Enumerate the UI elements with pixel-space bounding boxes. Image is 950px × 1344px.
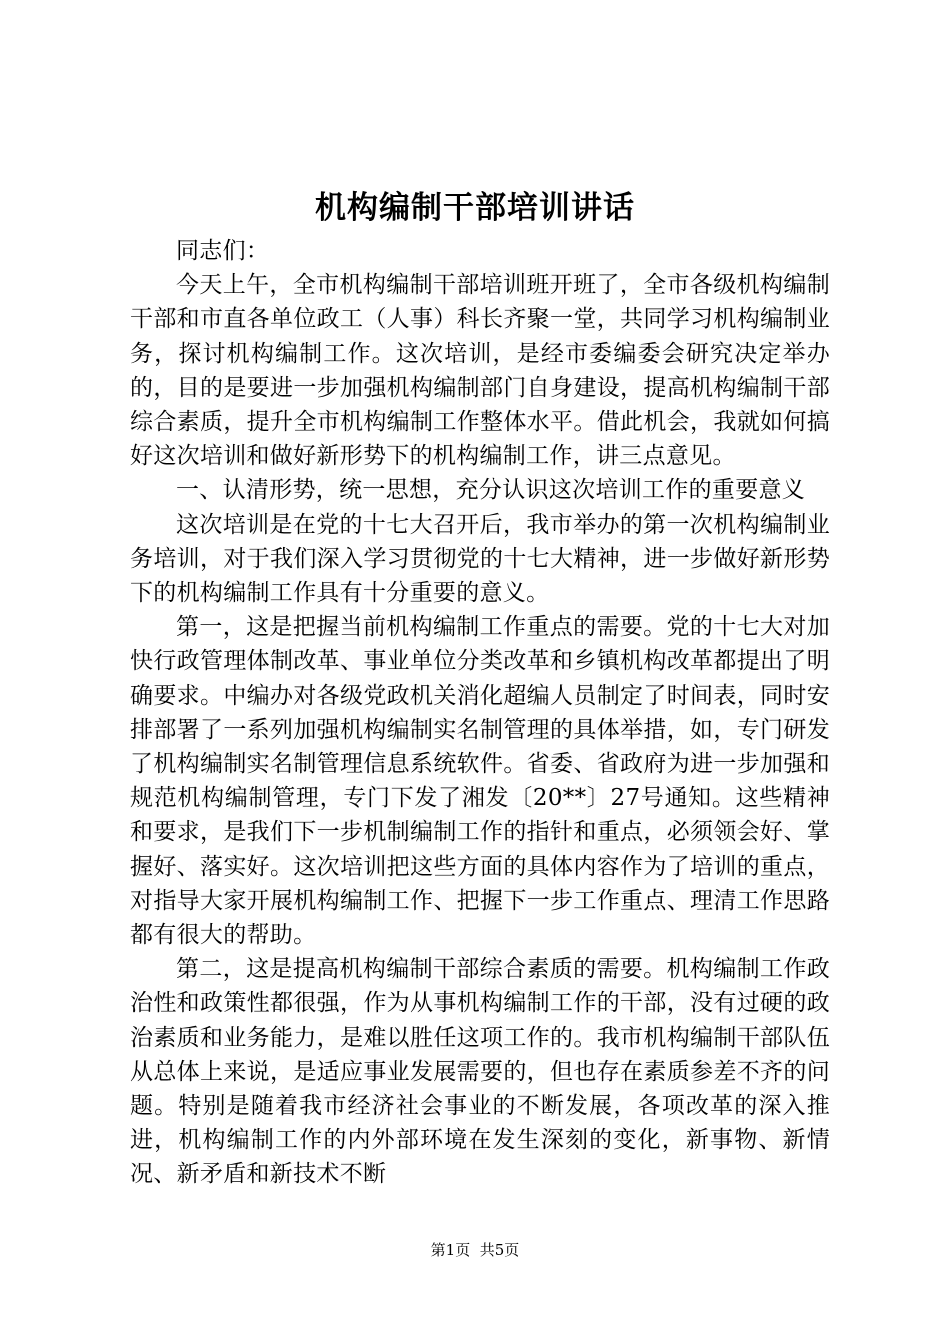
page-number: 第1页 — [430, 1241, 471, 1259]
body-paragraph: 第一，这是把握当前机构编制工作重点的需要。党的十七大对加快行政管理体制改革、事业单位分类改革和乡镇机构改革都提出了明确要求。中编办对各级党政机关消化超编人员制定了时间表，同时安排部署了一系列加强机构编制实名制管理的具体举措，如，专门研发了机构编制实名制管理信息系统软件。省委、省政府为进一步加强和规范机构编制管理，专门下发了湘发〔20**〕27号通知。这些精神和要求，是我们下一步机制编制工作的指针和重点，必须领会好、掌握好、落实好。这次培训把这些方面的具体内容作为了培训的重点，对指导大家开展机构编制工作、把握下一步工作重点、理清工作思路都有很大的帮助。 — [130, 614, 830, 949]
page-footer — [0, 1240, 950, 1260]
document-body — [130, 234, 830, 1192]
intro-paragraph: 今天上午，全市机构编制干部培训班开班了，全市各级机构编制干部和市直各单位政工（人事）科长齐聚一堂，共同学习机构编制业务，探讨机构编制工作。这次培训，是经市委编委会研究决定举办的，目的是要进一步加强机构编制部门自身建设，提高机构编制干部综合素质，提升全市机构编制工作整体水平。借此机会，我就如何搞好这次培训和做好新形势下的机构编制工作，讲三点意见。 — [130, 272, 830, 470]
body-paragraph: 第二，这是提高机构编制干部综合素质的需要。机构编制工作政治性和政策性都很强，作为从事机构编制工作的干部，没有过硬的政治素质和业务能力，是难以胜任这项工作的。我市机构编制干部队伍从总体上来说，是适应事业发展需要的，但也存在素质参差不齐的问题。特别是随着我市经济社会事业的不断发展，各项改革的深入推进，机构编制工作的内外部环境在发生深刻的变化，新事物、新情况、新矛盾和新技术不断 — [130, 956, 830, 1188]
document-title: 机构编制干部培训讲话 — [315, 190, 635, 226]
salutation-paragraph: 同志们： — [176, 238, 270, 264]
page-total: 共5页 — [479, 1241, 520, 1259]
body-paragraph: 这次培训是在党的十七大召开后，我市举办的第一次机构编制业务培训，对于我们深入学习贯彻党的十七大精神，进一步做好新形势下的机构编制工作具有十分重要的意义。 — [130, 511, 830, 607]
section-heading-1: 一、认清形势，统一思想，充分认识这次培训工作的重要意义 — [176, 477, 806, 504]
